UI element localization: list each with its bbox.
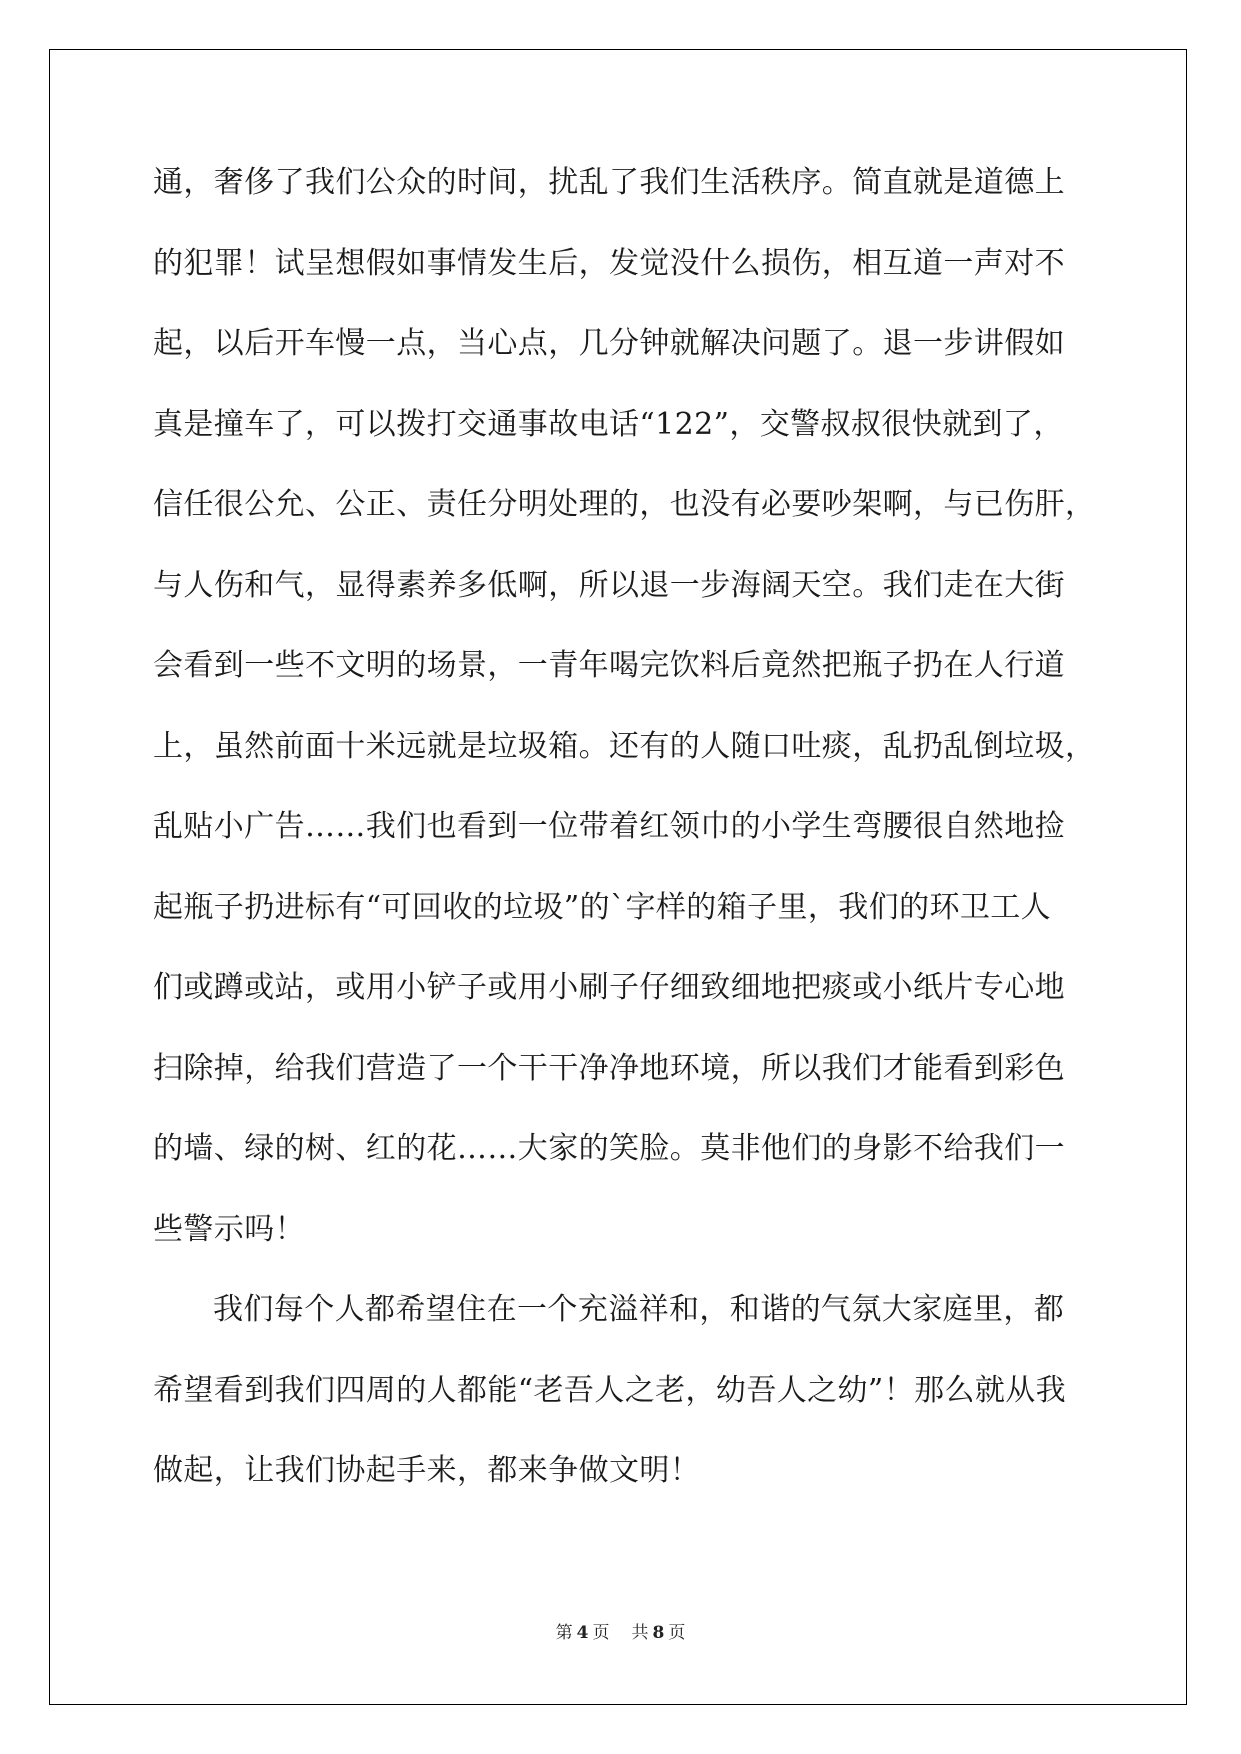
text-line: 与人伤和气，显得素养多低啊，所以退一步海阔天空。我们走在大街 <box>153 567 1065 603</box>
text-line: 起瓶子扔进标有“可回收的垃圾”的`字样的箱子里，我们的环卫工人 <box>153 889 1052 925</box>
text-line: 们或蹲或站，或用小铲子或用小刷子仔细致细地把痰或小纸片专心地 <box>153 970 1065 1005</box>
page-number-prefix: 第 <box>555 1623 573 1643</box>
text-line: 起，以后开车慢一点，当心点，几分钟就解决问题了。退一步讲假如 <box>153 326 1065 361</box>
paragraph-first-line: 我们每个人都希望住在一个充溢祥和，和谐的气氛大家庭里，都 <box>213 1292 1065 1327</box>
text-line: 乱贴小广告……我们也看到一位带着红领巾的小学生弯腰很自然地捡 <box>153 809 1065 844</box>
page-total-suffix: 页 <box>668 1623 686 1643</box>
text-line: 做起，让我们协起手来，都来争做文明！ <box>153 1453 701 1488</box>
text-line: 的墙、绿的树、红的花……大家的笑脸。莫非他们的身影不给我们一 <box>153 1131 1065 1166</box>
text-line: 信任很公允、公正、责任分明处理的，也没有必要吵架啊，与已伤肝， <box>153 487 1096 522</box>
document-body <box>153 163 1096 1532</box>
page-total-prefix: 共 <box>631 1623 649 1643</box>
text-line: 会看到一些不文明的场景，一青年喝完饮料后竟然把瓶子扔在人行道 <box>153 648 1065 683</box>
page-footer <box>0 1622 1241 1644</box>
page-total-count: 8 <box>652 1623 665 1643</box>
text-line: 希望看到我们四周的人都能“老吾人之老，幼吾人之幼”！那么就从我 <box>153 1372 1067 1408</box>
page-number-current: 4 <box>576 1623 589 1643</box>
text-line: 真是撞车了，可以拨打交通事故电话“122”，交警叔叔很快就到了， <box>153 406 1064 442</box>
page-number-suffix: 页 <box>592 1623 610 1643</box>
text-line: 的犯罪！试呈想假如事情发生后，发觉没什么损伤，相互道一声对不 <box>153 245 1065 281</box>
text-line: 些警示吗！ <box>153 1211 305 1247</box>
text-line: 通，奢侈了我们公众的时间，扰乱了我们生活秩序。简直就是道德上 <box>153 165 1065 200</box>
text-line: 上，虽然前面十米远就是垃圾箱。还有的人随口吐痰，乱扔乱倒垃圾， <box>153 728 1096 764</box>
text-line: 扫除掉，给我们营造了一个干干净净地环境，所以我们才能看到彩色 <box>153 1050 1065 1086</box>
